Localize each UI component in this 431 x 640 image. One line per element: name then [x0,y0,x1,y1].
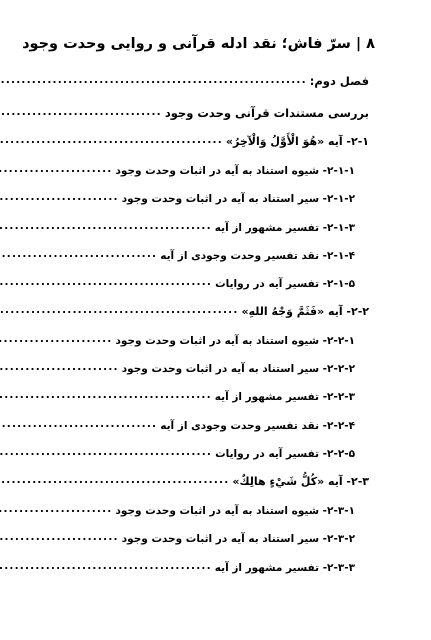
header-page-number: ۸ [366,36,375,52]
dot-leader [0,248,157,260]
toc-entry[interactable] [62,98,369,120]
dot-leader [0,560,212,572]
toc-entry[interactable] [62,381,355,403]
dot-leader [0,220,212,232]
toc-entry[interactable] [62,183,355,205]
toc-entry-title: ۲-۳-۳- تفسیر مشهور از آیه [214,562,355,574]
toc-entry-title: ۲-۲-۵- تفسیر آیه در روایات [215,448,355,460]
dot-leader [0,276,212,288]
toc-entry-title: ۲-۱- آیه «هُوَ الْأَوَّلُ وَالْآخِرُ» [225,135,369,148]
toc-entry[interactable] [62,268,355,290]
dot-leader [0,191,119,203]
dot-leader [0,304,239,316]
dot-leader [0,503,112,515]
dot-leader [0,163,112,175]
toc-entry-title: ۲-۱-۱- شیوه استناد به آیه در اثبات وحدت وجود [115,165,355,177]
toc-entry-title: ۲-۱-۴- نقد تفسیر وحدت وجودی از آیه [160,250,355,262]
toc-entry[interactable] [62,495,355,517]
toc-entry-title: ۲-۲-۳- تفسیر مشهور از آیه [214,391,355,403]
toc-entry-title: ۲-۲-۲- سیر استناد به آیه در اثبات وحدت وجود [121,363,355,375]
toc-entry[interactable] [62,353,355,375]
toc-entry[interactable] [62,212,355,234]
dot-leader [0,106,162,118]
dot-leader [0,446,212,458]
toc-entry-title: ۲-۳- آیه «كُلُّ شَيْءٍ هالِكٌ» [232,475,369,488]
toc-entry[interactable] [62,552,355,574]
dot-leader [0,134,223,146]
toc-entry-title: ۲-۱-۲- سیر استناد به آیه در اثبات وحدت وجود [121,193,355,205]
toc-entry[interactable] [62,126,369,148]
toc-entry-title: ۲-۱-۵- تفسیر آیه در روایات [215,278,355,290]
toc-entry[interactable] [62,296,369,318]
toc-entry[interactable] [62,466,369,488]
toc-entry[interactable] [62,410,355,432]
toc-entry-title: ۲-۳-۲- سیر استناد به آیه در اثبات وحدت وجود [121,533,355,545]
toc-entry-title: بررسی مستندات قرآنی وحدت وجود [164,106,369,120]
dot-leader [0,333,112,345]
toc-entry-title: ۲-۱-۳- تفسیر مشهور از آیه [214,222,355,234]
toc-entry[interactable] [62,240,355,262]
header-separator: | [355,36,362,52]
dot-leader [0,74,307,86]
dot-leader [0,361,119,373]
dot-leader [0,531,119,543]
dot-leader [0,474,229,486]
toc-entry[interactable] [62,523,355,545]
toc-entry[interactable] [62,438,355,460]
toc-entry[interactable] [62,66,369,88]
header-book-title: سرّ فاش؛ نقد ادله قرآنی و روایی وحدت وجود [22,36,351,52]
toc-entry-title: ۲-۲-۴- نقد تفسیر وحدت وجودی از آیه [160,420,355,432]
toc-entry[interactable] [62,155,355,177]
dot-leader [0,389,212,401]
toc-entry-title: ۲-۳-۱- شیوه استناد به آیه در اثبات وحدت وجود [115,505,355,517]
toc-entry-title: ۲-۲-۱- شیوه استناد به آیه در اثبات وحدت وجود [115,335,355,347]
toc-entry-title: ۲-۲- آیه «فَثَمَّ وَجْهُ اللهِ» [241,305,369,318]
toc-entry[interactable] [62,325,355,347]
toc-entry-title: فصل دوم: [309,74,369,88]
dot-leader [0,418,157,430]
